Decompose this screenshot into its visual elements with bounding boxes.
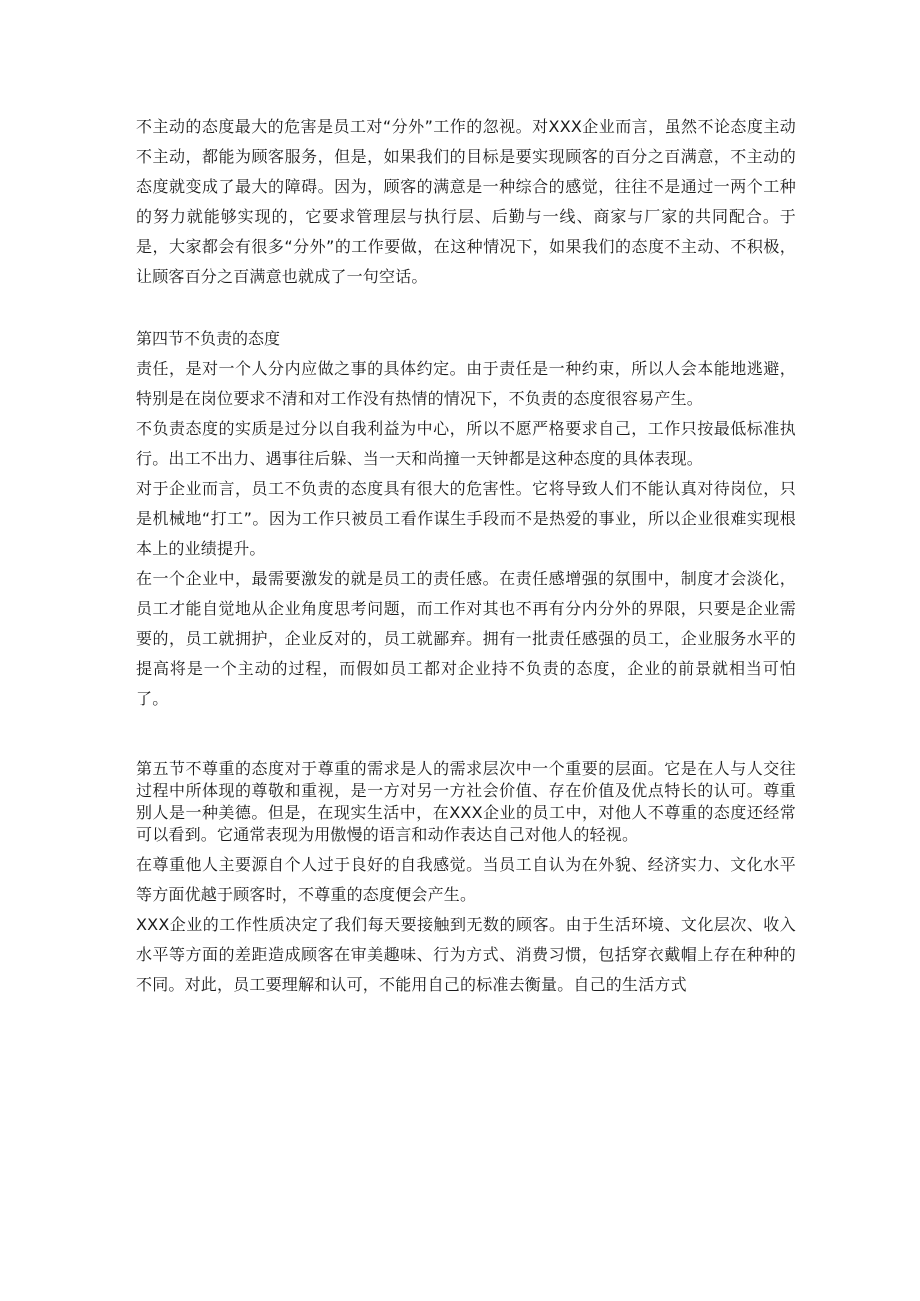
paragraph-customer-diversity: XXX企业的工作性质决定了我们每天要接触到无数的顾客。由于生活环境、文化层次、收入水平等方面的差距造成顾客在审美趣味、行为方式、消费习惯，包括穿衣戴帽上存在种种的不同。对此，员工要理解和认可，不能用自己的标准去衡量。自己的生活方式 xyxy=(136,915,796,994)
spacer xyxy=(136,292,796,324)
paragraph-proactive-attitude: 不主动的态度最大的危害是员工对“分外”工作的忽视。对XXX企业而言，虽然不论态度主动不主动，都能为顾客服务，但是，如果我们的目标是要实现顾客的百分之百满意，不主动的态度就变成了最大的障碍。因为，顾客的满意是一种综合的感觉，往往不是通过一两个工种的努力就能够实现的，它要求管理层与执行层、后勤与一线、商家与厂家的共同配合。于是，大家都会有很多“分外”的工作要做，在这种情况下，如果我们的态度不主动、不积极，让顾客百分之百满意也就成了一句空话。 xyxy=(136,117,796,286)
section-4-heading: 第四节不负责的态度 xyxy=(136,329,281,348)
spacer xyxy=(136,714,796,758)
paragraph-responsibility-definition: 责任，是对一个人分内应做之事的具体约定。由于责任是一种约束，所以人会本能地逃避，特别是在岗位要求不清和对工作没有热情的情况下，不负责的态度很容易产生。 xyxy=(136,359,796,408)
paragraph-irresponsibility-essence: 不负责态度的实质是过分以自我利益为中心，所以不愿严格要求自己，工作只按最低标准执行。出工不出力、遇事往后躲、当一天和尚撞一天钟都是这种态度的具体表现。 xyxy=(136,419,796,468)
paragraph-responsibility-importance: 在一个企业中，最需要激发的就是员工的责任感。在责任感增强的氛围中，制度才会淡化，员工才能自觉地从企业角度思考问题，而工作对其也不再有分内分外的界限，只要是企业需要的，员工就拥护，企业反对的，员工就鄙弃。拥有一批责任感强的员工，企业服务水平的提高将是一个主动的过程，而假如员工都对企业持不负责的态度，企业的前景就相当可怕了。 xyxy=(136,569,796,708)
paragraph-irresponsibility-harm: 对于企业而言，员工不负责的态度具有很大的危害性。它将导致人们不能认真对待岗位，只是机械地“打工”。因为工作只被员工看作谋生手段而不是热爱的事业，所以企业很难实现根本上的业绩提升。 xyxy=(136,479,796,558)
paragraph-section-5-respect: 第五节不尊重的态度对于尊重的需求是人的需求层次中一个重要的层面。它是在人与人交往过程中所体现的尊敬和重视，是一方对另一方社会价值、存在价值及优点特长的认可。尊重别人是一种美德。但是，在现实生活中，在XXX企业的员工中，对他人不尊重的态度还经常可以看到。它通常表现为用傲慢的语言和动作表达自己对他人的轻视。 xyxy=(136,759,796,844)
paragraph-disrespect-source: 在尊重他人主要源自个人过于良好的自我感觉。当员工自认为在外貌、经济实力、文化水平等方面优越于顾客时，不尊重的态度便会产生。 xyxy=(136,855,796,904)
document-body xyxy=(136,112,796,1000)
